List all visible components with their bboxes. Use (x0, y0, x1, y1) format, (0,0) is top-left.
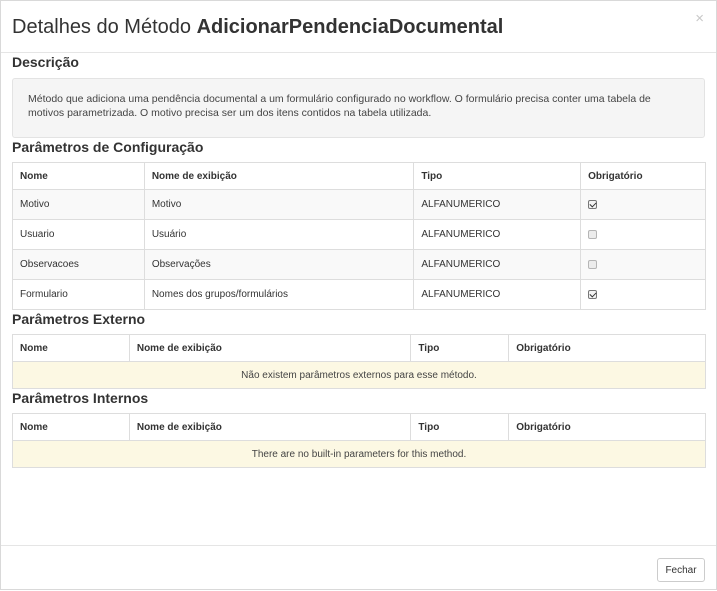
param-type: ALFANUMERICO (414, 190, 581, 220)
table-header-row (13, 335, 706, 362)
modal-title (12, 15, 705, 39)
description-box (12, 78, 705, 138)
column-header: Nome (13, 414, 130, 441)
modal-footer (1, 545, 716, 591)
table-row (13, 250, 706, 280)
table-row (13, 190, 706, 220)
description-heading: Descrição (12, 54, 79, 70)
column-header: Tipo (411, 414, 509, 441)
param-display-name: Motivo (144, 190, 414, 220)
close-button[interactable]: Fechar (657, 558, 705, 582)
required-cell (581, 280, 706, 310)
column-header: Nome de exibição (129, 414, 411, 441)
modal-title-prefix: Detalhes do Método (12, 16, 197, 38)
close-icon[interactable]: × (695, 10, 704, 27)
column-header: Nome de exibição (129, 335, 411, 362)
table-row (13, 441, 706, 468)
empty-message: There are no built-in parameters for this method. (13, 441, 706, 468)
param-name: Observacoes (13, 250, 145, 280)
column-header: Nome de exibição (144, 163, 414, 190)
required-cell (581, 250, 706, 280)
config-params-table (12, 162, 706, 310)
table-header-row (13, 414, 706, 441)
param-type: ALFANUMERICO (414, 280, 581, 310)
column-header: Nome (13, 335, 130, 362)
param-name: Formulario (13, 280, 145, 310)
external-params-heading: Parâmetros Externo (12, 311, 146, 327)
column-header: Obrigatório (581, 163, 706, 190)
config-params-heading: Parâmetros de Configuração (12, 139, 204, 155)
column-header: Obrigatório (509, 414, 706, 441)
internal-params-table (12, 413, 706, 468)
description-text: Método que adiciona uma pendência documental a um formulário configurado no workflow. O formulário precisa conter uma tabela de motivos parametrizada. O motivo precisa ser um dos itens contidos na tabela utilizada. (28, 93, 651, 119)
modal-body (1, 53, 716, 468)
table-row (13, 220, 706, 250)
empty-message: Não existem parâmetros externos para esse método. (13, 362, 706, 389)
param-name: Usuario (13, 220, 145, 250)
param-display-name: Observações (144, 250, 414, 280)
column-header: Nome (13, 163, 145, 190)
table-row (13, 280, 706, 310)
external-params-table (12, 334, 706, 389)
required-checkbox[interactable] (588, 260, 597, 269)
param-name: Motivo (13, 190, 145, 220)
modal-title-method: AdicionarPendenciaDocumental (196, 16, 504, 38)
table-row (13, 362, 706, 389)
required-cell (581, 220, 706, 250)
required-checkbox[interactable] (588, 200, 597, 209)
table-header-row (13, 163, 706, 190)
internal-params-heading: Parâmetros Internos (12, 390, 149, 406)
required-checkbox[interactable] (588, 290, 597, 299)
param-type: ALFANUMERICO (414, 220, 581, 250)
column-header: Obrigatório (509, 335, 706, 362)
column-header: Tipo (411, 335, 509, 362)
modal-header (1, 1, 716, 53)
param-type: ALFANUMERICO (414, 250, 581, 280)
param-display-name: Nomes dos grupos/formulários (144, 280, 414, 310)
required-cell (581, 190, 706, 220)
column-header: Tipo (414, 163, 581, 190)
required-checkbox[interactable] (588, 230, 597, 239)
param-display-name: Usuário (144, 220, 414, 250)
